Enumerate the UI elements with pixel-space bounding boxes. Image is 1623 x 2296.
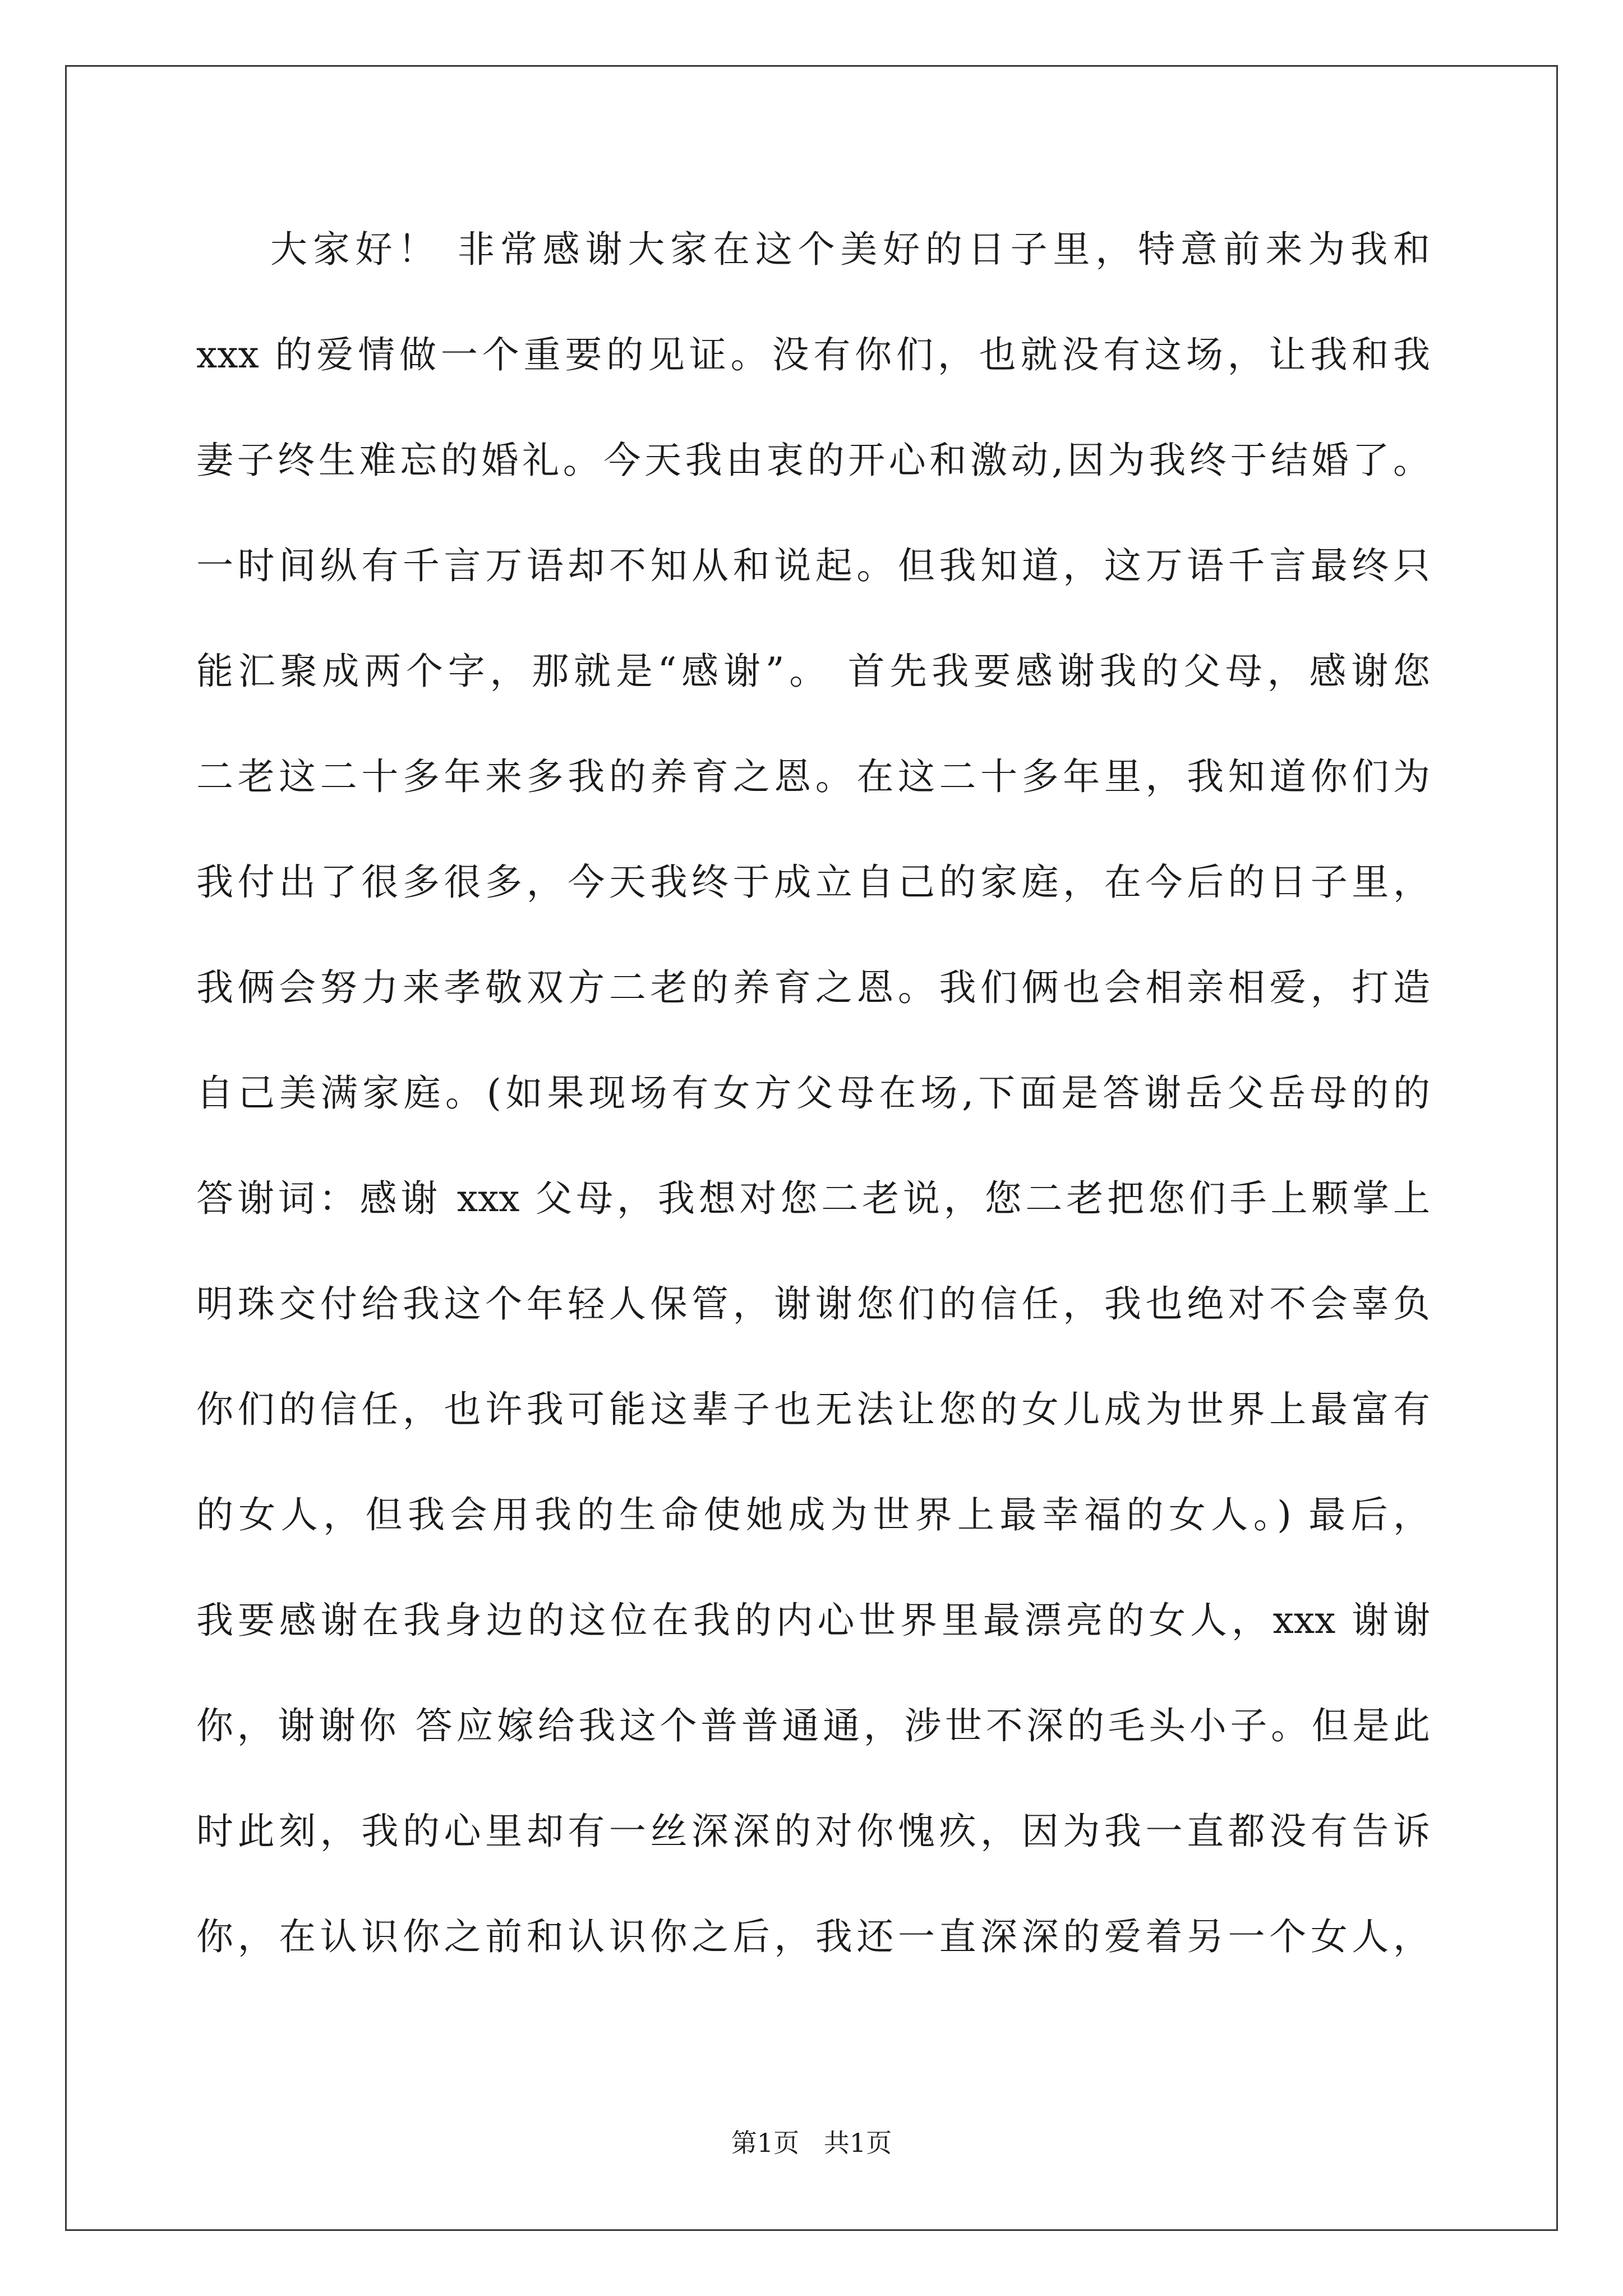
text-line: 妻子终生难忘的婚礼。今天我由衷的开心和激动,因为我终于结婚了。 bbox=[196, 439, 1430, 482]
text-line: 明珠交付给我这个年轻人保管，谢谢您们的信任，我也绝对不会辜负 bbox=[196, 1282, 1430, 1326]
text-line: 你，谢谢你 答应嫁给我这个普普通通，涉世不深的毛头小子。但是此 bbox=[196, 1704, 1430, 1747]
text-line: 大家好！ 非常感谢大家在这个美好的日子里，特意前来为我和 bbox=[270, 228, 1430, 271]
text-line: 时此刻，我的心里却有一丝深深的对你愧疚，因为我一直都没有告诉 bbox=[196, 1810, 1430, 1853]
text-line: 一时间纵有千言万语却不知从和说起。但我知道，这万语千言最终只 bbox=[196, 544, 1430, 587]
text-line: 答谢词：感谢 xxx 父母，我想对您二老说，您二老把您们手上颗掌上 bbox=[196, 1177, 1430, 1220]
text-line: 你们的信任，也许我可能这辈子也无法让您的女儿成为世界上最富有 bbox=[196, 1388, 1430, 1431]
text-line: 自己美满家庭。(如果现场有女方父母在场,下面是答谢岳父岳母的的 bbox=[196, 1071, 1430, 1115]
text-line: 你，在认识你之前和认识你之后，我还一直深深的爱着另一个女人， bbox=[196, 1915, 1430, 1958]
text-line: 我付出了很多很多，今天我终于成立自己的家庭，在今后的日子里， bbox=[196, 861, 1430, 904]
text-line: 我俩会努力来孝敬双方二老的养育之恩。我们俩也会相亲相爱，打造 bbox=[196, 966, 1430, 1009]
text-line: 能汇聚成两个字，那就是“感谢”。 首先我要感谢我的父母，感谢您 bbox=[196, 650, 1430, 693]
text-line: 我要感谢在我身边的这位在我的内心世界里最漂亮的女人，xxx 谢谢 bbox=[196, 1599, 1430, 1642]
text-line: 的女人，但我会用我的生命使她成为世界上最幸福的女人。) 最后， bbox=[196, 1493, 1430, 1536]
document-body bbox=[196, 216, 1430, 2009]
text-line: 二老这二十多年来多我的养育之恩。在这二十多年里，我知道你们为 bbox=[196, 755, 1430, 798]
text-line: xxx 的爱情做一个重要的见证。没有你们，也就没有这场，让我和我 bbox=[196, 333, 1430, 376]
page-number-footer: 第1页 共1页 bbox=[731, 2128, 892, 2158]
